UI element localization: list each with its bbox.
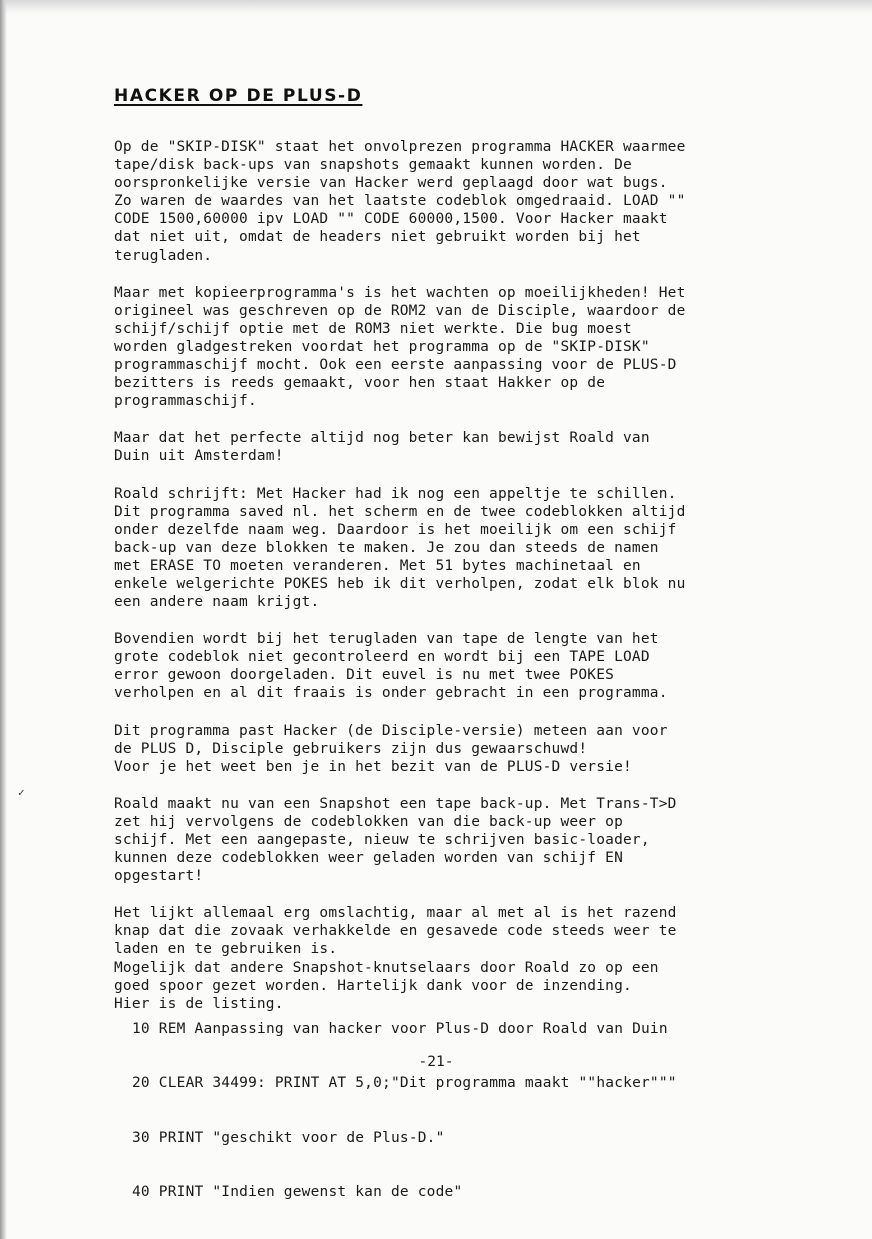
paragraph-roald: Maar dat het perfecte altijd nog beter kan bewijst Roald van Duin uit Amsterdam! <box>114 430 650 465</box>
paragraph-snapshot: Roald maakt nu van een Snapshot een tape back-up. Met Trans-T>D zet hij vervolgens de codeblokken van die back-up weer op schijf. Met een aangepaste, nieuw te schrijven basic-loader, kunnen deze codeblokken weer geladen worden van schijf EN opgestart! <box>114 795 677 885</box>
paragraph-rom-bug: Maar met kopieerprogramma's is het wachten op moeilijkheden! Het origineel was geschreven op de ROM2 van de Disciple, waardoor de schijf/schijf optie met de ROM3 niet werkte. Die bug moest worden gladgestreken voordat het programma op de "SKIP-DISK" programmaschijf mocht. Ook een eerste aanpassing voor de PLUS-D bezitters is reeds gemaakt, voor hen staat Hakker op de programmaschijf. <box>114 284 686 410</box>
page-number: -21- <box>418 1054 454 1070</box>
listing-line: 30 PRINT "geschikt voor de Plus-D." <box>132 1129 445 1146</box>
listing-line: 10 REM Aanpassing van hacker voor Plus-D door Roald van Duin <box>132 1021 668 1038</box>
paragraph-disciple: Dit programma past Hacker (de Disciple-versie) meteen aan voor de PLUS D, Disciple gebruikers zijn dus gewaarschuwd! Voor je het weet ben je in het bezit van de PLUS-D versie! <box>114 722 668 775</box>
listing-line: 40 PRINT "Indien gewenst kan de code" <box>132 1184 463 1201</box>
paragraph-tape-load: Bovendien wordt bij het terugladen van tape de lengte van het grote codeblok niet gecontroleerd en wordt bij een TAPE LOAD error gewoon doorgeladen. Dit euvel is nu met twee POKES verholpen en al dit fraais is onder gebracht in een programma. <box>114 631 668 702</box>
basic-listing <box>132 984 677 1219</box>
paragraph-closing: Het lijkt allemaal erg omslachtig, maar al met al is het razend knap dat die zovaak verhakkelde en gesavede code steeds weer te laden en te gebruiken is. Mogelijk dat andere Snapshot-knutselaars door Roald zo op een goed spoor gezet worden. Hartelijk dank voor de inzending. Hier is de listing. <box>114 905 677 1012</box>
paragraph-intro: Op de "SKIP-DISK" staat het onvolprezen programma HACKER waarmee tape/disk back-ups van snapshots gemaakt kunnen worden. De oorspronkelijke versie van Hacker werd geplaagd door wat bugs. Zo waren de waardes van het laatste codeblok omgedraaid. LOAD "" CODE 1500,60000 ipv LOAD "" CODE 60000,1500. Voor Hacker maakt dat niet uit, omdat de headers niet gebruikt worden bij het terugladen. <box>114 139 686 264</box>
paragraph-roald-writes: Roald schrijft: Met Hacker had ik nog een appeltje te schillen. Dit programma saved nl. het scherm en de twee codeblokken altijd onder dezelfde naam weg. Daardoor is het moeilijk om een schijf back-up van deze blokken te maken. Je zou dan steeds de namen met ERASE TO moeten veranderen. Met 51 bytes machinetaal en enkele welgerichte POKES heb ik dit verholpen, zodat elk blok nu een andere naam krijgt. <box>114 485 686 611</box>
article-title: HACKER OP DE PLUS-D <box>114 86 363 106</box>
margin-check-mark: ✓ <box>18 786 25 799</box>
scan-edge-top <box>0 0 872 14</box>
article-body <box>114 138 814 1032</box>
listing-line: 20 CLEAR 34499: PRINT AT 5,0;"Dit programma maakt ""hacker""" <box>132 1075 677 1092</box>
